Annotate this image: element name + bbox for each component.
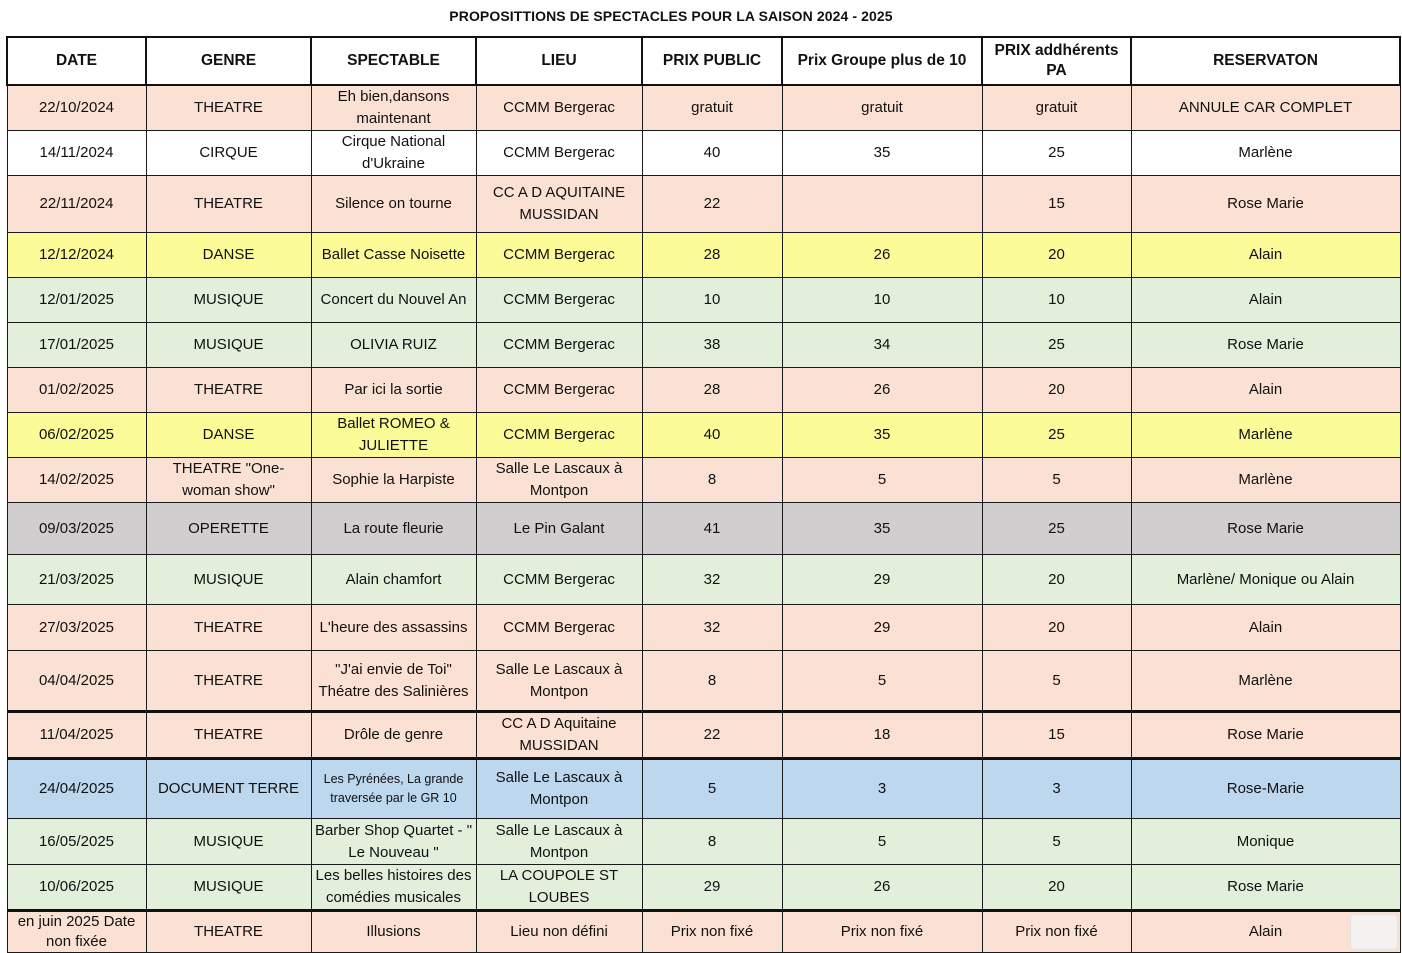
prix-adherents-cell: 25 [982,503,1131,555]
prix-adherents-cell: 25 [982,323,1131,368]
date-cell: 10/06/2025 [7,865,146,911]
table-row [7,555,1400,605]
prix-groupe-cell: 5 [782,819,982,865]
genre-cell: THEATRE [146,85,311,131]
prix-adherents-cell: gratuit [982,85,1131,131]
table-row [7,503,1400,555]
prix-public-cell: 22 [642,176,782,233]
prix-public-cell: gratuit [642,85,782,131]
reservation-cell: Marlène [1131,131,1400,176]
spectacles-table [6,36,1401,953]
date-cell: 27/03/2025 [7,605,146,651]
table-row [7,911,1400,953]
reservation-cell: Alain [1131,911,1400,953]
prix-groupe-cell: 35 [782,503,982,555]
spectacle-cell: Ballet Casse Noisette [311,233,476,278]
prix-groupe-cell: gratuit [782,85,982,131]
spectacle-cell: Illusions [311,911,476,953]
prix-public-cell: 22 [642,712,782,759]
header-genre: GENRE [146,37,311,85]
table-row [7,865,1400,911]
prix-adherents-cell: 20 [982,865,1131,911]
date-cell: 14/02/2025 [7,458,146,503]
lieu-cell: Lieu non défini [476,911,642,953]
date-cell: 16/05/2025 [7,819,146,865]
table-row [7,819,1400,865]
reservation-cell: Rose Marie [1131,323,1400,368]
lieu-cell: CCMM Bergerac [476,323,642,368]
prix-public-cell: 32 [642,605,782,651]
date-cell: 24/04/2025 [7,759,146,819]
spectacle-cell: OLIVIA RUIZ [311,323,476,368]
table-row [7,85,1400,131]
prix-groupe-cell: 35 [782,413,982,458]
prix-groupe-cell [782,176,982,233]
prix-groupe-cell: 34 [782,323,982,368]
table-row [7,368,1400,413]
reservation-cell: Alain [1131,605,1400,651]
lieu-cell: Salle Le Lascaux à Montpon [476,651,642,712]
genre-cell: THEATRE [146,176,311,233]
date-cell: 12/01/2025 [7,278,146,323]
spectacle-cell: L'heure des assassins [311,605,476,651]
lieu-cell: LA COUPOLE ST LOUBES [476,865,642,911]
spectacle-cell: Cirque National d'Ukraine [311,131,476,176]
lieu-cell: CCMM Bergerac [476,131,642,176]
prix-adherents-cell: 15 [982,176,1131,233]
header-lieu: LIEU [476,37,642,85]
reservation-cell: Monique [1131,819,1400,865]
spectacle-cell: Les Pyrénées, La grande traversée par le GR 10 [311,759,476,819]
spectacle-cell: Silence on tourne [311,176,476,233]
prix-public-cell: 8 [642,458,782,503]
page-title: PROPOSITTIONS DE SPECTACLES POUR LA SAISON 2024 - 2025 [449,8,893,24]
lieu-cell: Salle Le Lascaux à Montpon [476,458,642,503]
reservation-cell: Rose Marie [1131,865,1400,911]
genre-cell: DANSE [146,233,311,278]
prix-public-cell: 32 [642,555,782,605]
header-prix-adherents: PRIX addhérents PA [982,37,1131,85]
header-date: DATE [7,37,146,85]
reservation-cell: ANNULE CAR COMPLET [1131,85,1400,131]
reservation-cell: Marlène [1131,413,1400,458]
prix-groupe-cell: 18 [782,712,982,759]
prix-public-cell: 8 [642,651,782,712]
reservation-cell: Alain [1131,233,1400,278]
genre-cell: OPERETTE [146,503,311,555]
spectacle-cell: Par ici la sortie [311,368,476,413]
header-spectacle: SPECTABLE [311,37,476,85]
genre-cell: CIRQUE [146,131,311,176]
prix-adherents-cell: 10 [982,278,1131,323]
prix-public-cell: 40 [642,131,782,176]
spectacle-cell: Drôle de genre [311,712,476,759]
table-row [7,233,1400,278]
lieu-cell: CCMM Bergerac [476,278,642,323]
genre-cell: MUSIQUE [146,278,311,323]
header-prix-public: PRIX PUBLIC [642,37,782,85]
reservation-cell: Rose Marie [1131,176,1400,233]
prix-adherents-cell: 20 [982,233,1131,278]
prix-adherents-cell: 5 [982,458,1131,503]
lieu-cell: CCMM Bergerac [476,368,642,413]
prix-public-cell: 28 [642,233,782,278]
reservation-cell: Alain [1131,368,1400,413]
table-row [7,131,1400,176]
prix-adherents-cell: 20 [982,555,1131,605]
table-body [7,85,1400,953]
spectacle-cell: Alain chamfort [311,555,476,605]
table-row [7,759,1400,819]
reservation-cell: Rose Marie [1131,712,1400,759]
genre-cell: THEATRE [146,605,311,651]
lieu-cell: CC A D AQUITAINE MUSSIDAN [476,176,642,233]
date-cell: 21/03/2025 [7,555,146,605]
prix-groupe-cell: 3 [782,759,982,819]
genre-cell: THEATRE [146,368,311,413]
prix-groupe-cell: 26 [782,233,982,278]
prix-groupe-cell: 29 [782,555,982,605]
prix-public-cell: 8 [642,819,782,865]
prix-groupe-cell: 29 [782,605,982,651]
genre-cell: MUSIQUE [146,865,311,911]
date-cell: en juin 2025 Date non fixée [7,911,146,953]
table-row [7,651,1400,712]
reservation-cell: Marlène [1131,651,1400,712]
prix-public-cell: Prix non fixé [642,911,782,953]
genre-cell: MUSIQUE [146,323,311,368]
prix-adherents-cell: Prix non fixé [982,911,1131,953]
genre-cell: MUSIQUE [146,819,311,865]
prix-public-cell: 40 [642,413,782,458]
lieu-cell: CCMM Bergerac [476,413,642,458]
genre-cell: DOCUMENT TERRE [146,759,311,819]
prix-adherents-cell: 5 [982,819,1131,865]
prix-groupe-cell: 26 [782,368,982,413]
table-row [7,413,1400,458]
date-cell: 01/02/2025 [7,368,146,413]
reservation-cell: Marlène/ Monique ou Alain [1131,555,1400,605]
spectacle-cell: Eh bien,dansons maintenant [311,85,476,131]
lieu-cell: CCMM Bergerac [476,85,642,131]
prix-adherents-cell: 20 [982,605,1131,651]
reservation-cell: Rose Marie [1131,503,1400,555]
date-cell: 22/10/2024 [7,85,146,131]
table-row [7,176,1400,233]
prix-public-cell: 10 [642,278,782,323]
lieu-cell: Salle Le Lascaux à Montpon [476,819,642,865]
spectacle-cell: Sophie la Harpiste [311,458,476,503]
date-cell: 14/11/2024 [7,131,146,176]
table-row [7,712,1400,759]
prix-adherents-cell: 5 [982,651,1131,712]
genre-cell: THEATRE [146,712,311,759]
spectacle-cell: Les belles histoires des comédies musicales [311,865,476,911]
prix-public-cell: 5 [642,759,782,819]
date-cell: 17/01/2025 [7,323,146,368]
lieu-cell: Salle Le Lascaux à Montpon [476,759,642,819]
prix-public-cell: 29 [642,865,782,911]
prix-public-cell: 28 [642,368,782,413]
corner-overlay [1350,914,1398,950]
prix-public-cell: 38 [642,323,782,368]
prix-adherents-cell: 3 [982,759,1131,819]
date-cell: 06/02/2025 [7,413,146,458]
prix-adherents-cell: 15 [982,712,1131,759]
date-cell: 11/04/2025 [7,712,146,759]
table-row [7,323,1400,368]
genre-cell: THEATRE [146,911,311,953]
table-row [7,278,1400,323]
header-prix-groupe: Prix Groupe plus de 10 [782,37,982,85]
spectacle-cell: La route fleurie [311,503,476,555]
lieu-cell: Le Pin Galant [476,503,642,555]
lieu-cell: CCMM Bergerac [476,555,642,605]
prix-adherents-cell: 25 [982,131,1131,176]
lieu-cell: CCMM Bergerac [476,233,642,278]
lieu-cell: CC A D Aquitaine MUSSIDAN [476,712,642,759]
prix-adherents-cell: 25 [982,413,1131,458]
date-cell: 12/12/2024 [7,233,146,278]
prix-groupe-cell: 10 [782,278,982,323]
table-row [7,605,1400,651]
prix-groupe-cell: 35 [782,131,982,176]
spectacle-cell: Ballet ROMEO & JULIETTE [311,413,476,458]
prix-groupe-cell: 5 [782,458,982,503]
prix-groupe-cell: Prix non fixé [782,911,982,953]
prix-groupe-cell: 26 [782,865,982,911]
prix-public-cell: 41 [642,503,782,555]
spectacle-cell: Concert du Nouvel An [311,278,476,323]
genre-cell: MUSIQUE [146,555,311,605]
date-cell: 04/04/2025 [7,651,146,712]
prix-groupe-cell: 5 [782,651,982,712]
spectacle-cell: Barber Shop Quartet - " Le Nouveau " [311,819,476,865]
reservation-cell: Marlène [1131,458,1400,503]
lieu-cell: CCMM Bergerac [476,605,642,651]
date-cell: 22/11/2024 [7,176,146,233]
genre-cell: THEATRE "One-woman show" [146,458,311,503]
genre-cell: THEATRE [146,651,311,712]
reservation-cell: Rose-Marie [1131,759,1400,819]
reservation-cell: Alain [1131,278,1400,323]
prix-adherents-cell: 20 [982,368,1131,413]
header-reservation: RESERVATON [1131,37,1400,85]
header-row [7,37,1400,85]
genre-cell: DANSE [146,413,311,458]
table-row [7,458,1400,503]
spectacle-cell: "J'ai envie de Toi" Théatre des Salinières [311,651,476,712]
date-cell: 09/03/2025 [7,503,146,555]
